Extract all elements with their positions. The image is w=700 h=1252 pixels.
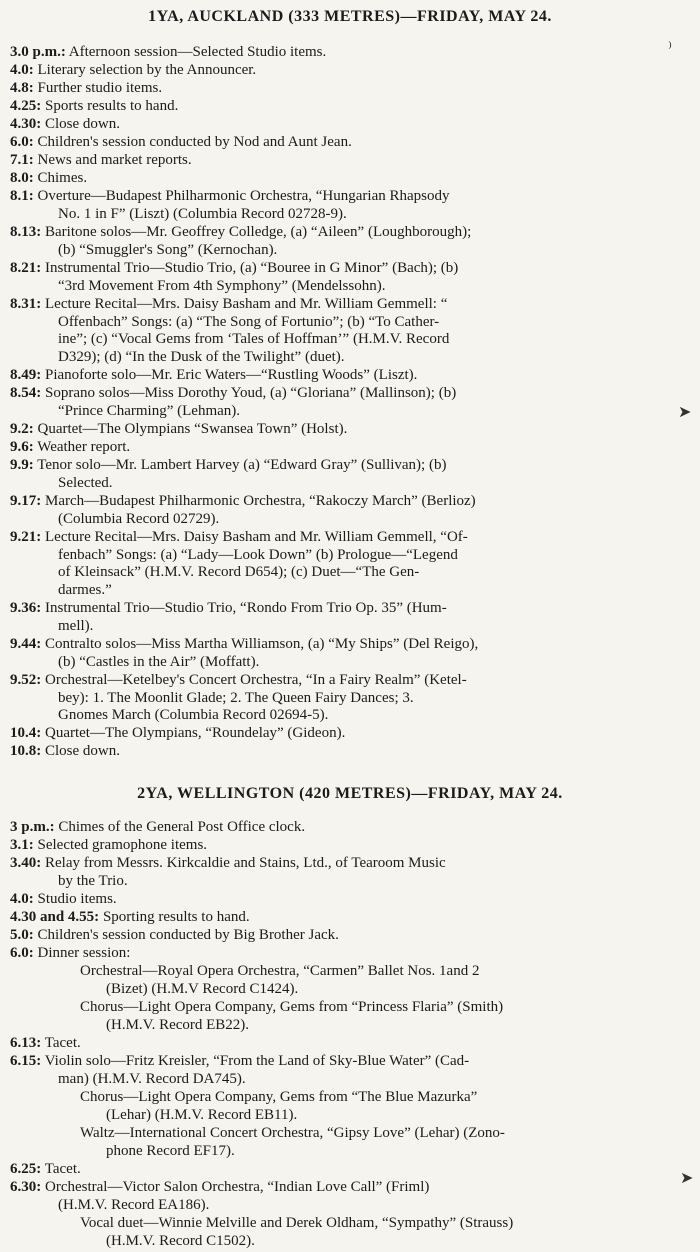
list-item: 9.9: Tenor solo—Mr. Lambert Harvey (a) “Edward Gray” (Sullivan); (b) Selected. xyxy=(10,457,447,491)
list-item: 5.0: Children's session conducted by Big Brother Jack. xyxy=(10,927,339,943)
list-item: 9.6: Weather report. xyxy=(10,439,131,455)
list-item: 4.0: Literary selection by the Announcer. xyxy=(10,62,257,78)
margin-arrow-mark: ➤ xyxy=(680,1170,694,1187)
stray-mark: ⁾ xyxy=(668,40,672,57)
list-item: 3.40: Relay from Messrs. Kirkcaldie and Stains, Ltd., of Tearoom Music by the Trio. xyxy=(10,855,446,889)
list-item: Chorus—Light Opera Company, Gems from “Princess Flaria” (Smith) (H.M.V. Record EB22). xyxy=(80,999,504,1033)
list-item: 6.15: Violin solo—Fritz Kreisler, “From the Land of Sky-Blue Water” (Cad- man) (H.M.V. Record DA745). xyxy=(10,1053,470,1087)
list-item: Orchestral—Royal Opera Orchestra, “Carmen” Ballet Nos. 1and 2 (Bizet) (H.M.V Record C1424). xyxy=(80,963,480,997)
list-item: 10.4: Quartet—The Olympians, “Roundelay” (Gideon). xyxy=(10,725,346,741)
list-item: 9.2: Quartet—The Olympians “Swansea Town” (Holst). xyxy=(10,421,348,437)
list-item: 8.31: Lecture Recital—Mrs. Daisy Basham and Mr. William Gemmell: “ Offenbach” Songs: (a) “The Song of Fortunio”; (b) “To Cather- ine”; (c) “Vocal Gems from ‘Tales of Hoffman’” (H.M.V. Record D329); (d) “In the Dusk of the Twilight” (duet). xyxy=(10,296,450,366)
section-title-2ya: 2YA, WELLINGTON (420 METRES)—FRIDAY, MAY 24. xyxy=(137,785,563,802)
list-item: 6.13: Tacet. xyxy=(10,1035,81,1051)
list-item: 4.8: Further studio items. xyxy=(10,80,163,96)
list-item: Vocal duet—Winnie Melville and Derek Oldham, “Sympathy” (Strauss) (H.M.V. Record C1502). xyxy=(80,1215,514,1249)
list-item: Waltz—International Concert Orchestra, “Gipsy Love” (Lehar) (Zono- phone Record EF17). xyxy=(80,1125,505,1159)
list-item: 9.44: Contralto solos—Miss Martha Williamson, (a) “My Ships” (Del Reigo), (b) “Castles in the Air” (Moffatt). xyxy=(10,636,479,670)
list-item: 9.17: March—Budapest Philharmonic Orchestra, “Rakoczy March” (Berlioz) (Columbia Record 02729). xyxy=(10,493,476,527)
list-item: 9.21: Lecture Recital—Mrs. Daisy Basham and Mr. William Gemmell, “Of- fenbach” Songs: (a) “Lady—Look Down” (b) Prologue—“Legend of Kleinsack” (H.M.V. Record D654); (c) Duet—“The Gen- darmes.” xyxy=(10,529,468,599)
list-item: 8.0: Chimes. xyxy=(10,170,88,186)
section-title-1ya: 1YA, AUCKLAND (333 METRES)—FRIDAY, MAY 24. xyxy=(148,8,552,25)
list-item: 7.1: News and market reports. xyxy=(10,152,192,168)
list-item: 9.36: Instrumental Trio—Studio Trio, “Rondo From Trio Op. 35” (Hum- mell). xyxy=(10,600,447,634)
margin-arrow-mark: ➤ xyxy=(678,404,692,421)
list-item: 4.25: Sports results to hand. xyxy=(10,98,179,114)
list-item: 4.0: Studio items. xyxy=(10,891,117,907)
list-item: 4.30 and 4.55: Sporting results to hand. xyxy=(10,909,250,925)
list-item: 3.0 p.m.: Afternoon session—Selected Studio items. xyxy=(10,44,327,60)
list-item: 8.1: Overture—Budapest Philharmonic Orchestra, “Hungarian Rhapsody No. 1 in F” (Liszt) (Columbia Record 02728-9). xyxy=(10,188,450,222)
list-item: 9.52: Orchestral—Ketelbey's Concert Orchestra, “In a Fairy Realm” (Ketel- bey): 1. The Moonlit Glade; 2. The Queen Fairy Dances; 3. Gnomes March (Columbia Record 02694-5). xyxy=(10,672,467,724)
list-item: 3 p.m.: Chimes of the General Post Office clock. xyxy=(10,819,306,835)
list-item: 8.13: Baritone solos—Mr. Geoffrey Colledge, (a) “Aileen” (Loughborough); (b) “Smuggler's Song” (Kernochan). xyxy=(10,224,472,258)
list-item: 6.30: Orchestral—Victor Salon Orchestra, “Indian Love Call” (Friml) (H.M.V. Record EA186). xyxy=(10,1179,430,1213)
list-item: 8.54: Soprano solos—Miss Dorothy Youd, (a) “Gloriana” (Mallinson); (b) “Prince Charming” (Lehman). xyxy=(10,385,457,419)
list-item: 10.8: Close down. xyxy=(10,743,120,759)
list-item: Chorus—Light Opera Company, Gems from “The Blue Mazurka” (Lehar) (H.M.V. Record EB11). xyxy=(80,1089,478,1123)
list-item: 6.0: Dinner session: xyxy=(10,945,131,961)
list-item: 6.25: Tacet. xyxy=(10,1161,81,1177)
list-item: 8.21: Instrumental Trio—Studio Trio, (a) “Bouree in G Minor” (Bach); (b) “3rd Movement From 4th Symphony” (Mendelssohn). xyxy=(10,260,459,294)
list-item: 8.49: Pianoforte solo—Mr. Eric Waters—“Rustling Woods” (Liszt). xyxy=(10,367,418,383)
list-item: 4.30: Close down. xyxy=(10,116,120,132)
list-item: 3.1: Selected gramophone items. xyxy=(10,837,208,853)
list-item: 6.0: Children's session conducted by Nod and Aunt Jean. xyxy=(10,134,352,150)
